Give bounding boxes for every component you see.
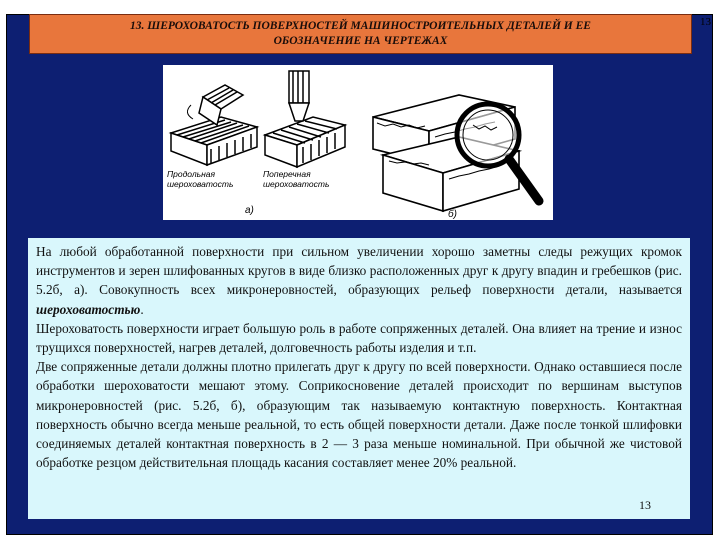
paragraph-1 (36, 242, 682, 319)
paragraph-1-end: . (140, 301, 144, 317)
label-longitudinal-1: Продольная (167, 169, 216, 179)
transverse-block (265, 71, 345, 167)
paragraph-1-text: На любой обработанной поверхности при сильном увеличении хорошо заметны следы режущих кромок инструментов и зерен шлифованных кругов в виде близко расположенных друг к другу впадин и гребешков (рис. 5.2б, а). Совокупность всех микронеровностей, образующих рельеф поверхности детали, называется (36, 244, 682, 298)
slide-number: 13 (639, 498, 651, 512)
caption-b: б) (448, 209, 457, 220)
title-line-1: 13. ШЕРОХОВАТОСТЬ ПОВЕРХНОСТЕЙ МАШИНОСТРОИТЕЛЬНЫХ ДЕТАЛЕЙ И ЕЕ (130, 20, 591, 32)
roughness-illustration (163, 65, 553, 220)
longitudinal-block (171, 85, 257, 165)
page-number-corner: 13 (700, 16, 711, 28)
body-text-box (28, 238, 690, 519)
label-longitudinal-2: шероховатость (167, 179, 234, 189)
caption-a: а) (245, 205, 254, 216)
paragraph-2: Шероховатость поверхности играет большую роль в работе сопряженных деталей. Она влияет на трение и износ трущихся поверхностей, нагрев деталей, долговечность работы изделия и т.п. (36, 320, 682, 356)
label-transverse-2: шероховатость (263, 179, 330, 189)
roughness-figure (163, 65, 553, 220)
title-line-2: ОБОЗНАЧЕНИЕ НА ЧЕРТЕЖАХ (273, 35, 448, 47)
paragraph-3: Две сопряженные детали должны плотно прилегать друг к другу по всей поверхности. Однако оставшиеся после обработки шероховатости мешают этому. Соприкосновение деталей происходит по вершинам выступов микронеровностей (рис. 5.2б, б), образующим так называемую контактную поверхность. Контактная поверхность обычно всегда меньше реальной, то есть общей поверхности детали. Даже после тонкой шлифовки соединяемых деталей контактная поверхность в 2 — 3 раза меньше номинальной. При обычной же чистовой обработке резцом действительная площадь касания составляет менее 20% реальной. (36, 359, 682, 471)
label-transverse-1: Поперечная (263, 169, 311, 179)
term-roughness: шероховатостью (36, 301, 141, 317)
slide-title (29, 14, 692, 54)
